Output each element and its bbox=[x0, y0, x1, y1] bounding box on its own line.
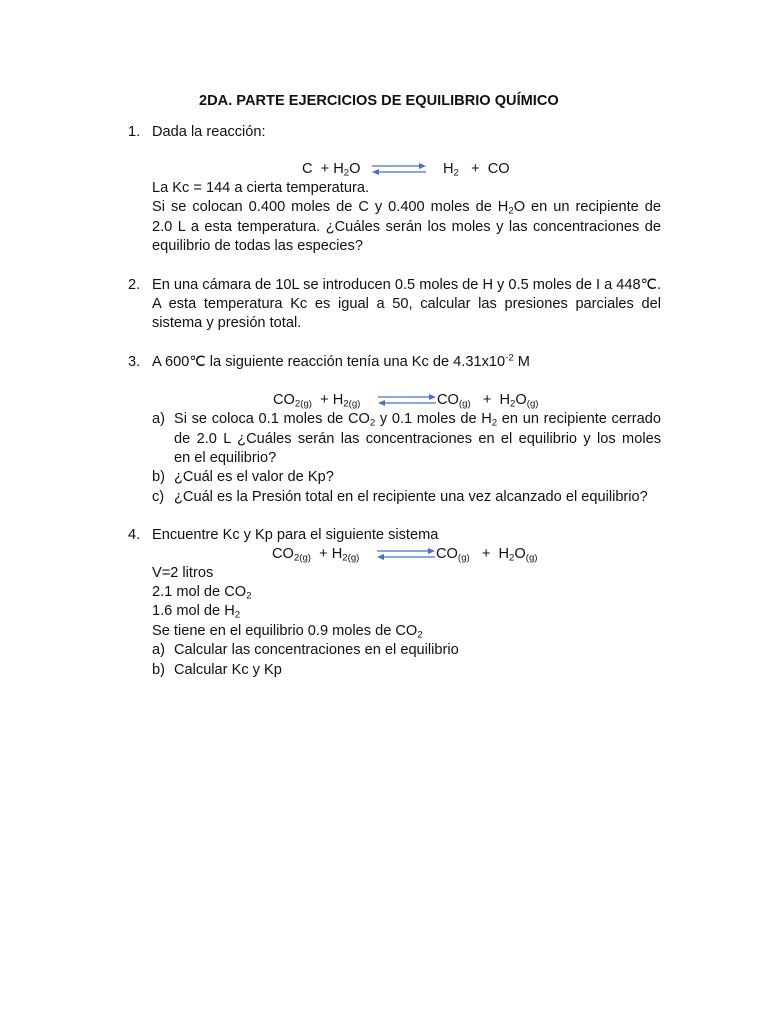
page-title: 2DA. PARTE EJERCICIOS DE EQUILIBRIO QUÍMICO bbox=[199, 93, 559, 109]
problem-4-equation-reactants: $CO_{2(g)} + H_{2(g)}$ bbox=[272, 546, 360, 564]
problem-1-line-1: La Kc = 144 a cierta temperatura. bbox=[152, 180, 370, 196]
problem-1-equation: $C + H_2O$ bbox=[302, 161, 361, 179]
problem-4b-label: b) bbox=[152, 662, 165, 678]
problem-4-line-1: Encuentre Kc y Kp para el siguiente sistema bbox=[152, 527, 439, 543]
equilibrium-arrows-icon bbox=[375, 547, 437, 561]
problem-1-equation-products: $H_2$ + CO bbox=[443, 161, 510, 179]
problem-3c-label: c) bbox=[152, 489, 165, 505]
problem-3b-text: ¿Cuál es el valor de Kp? bbox=[174, 469, 334, 485]
problem-2-number: 2. bbox=[128, 277, 141, 293]
problem-4-equilibrium-line: Se tiene en el equilibrio 0.9 moles de $CO_2$ bbox=[152, 623, 423, 641]
problem-4-number: 4. bbox=[128, 527, 141, 543]
problem-4b-text: Calcular Kc y Kp bbox=[174, 662, 282, 678]
problem-4a-text: Calcular las concentraciones en el equilibrio bbox=[174, 642, 459, 658]
problem-4-co2-moles: 2.1 mol de $CO_2$ bbox=[152, 584, 252, 602]
problem-1-intro: Dada la reacción: bbox=[152, 124, 266, 140]
equilibrium-arrows-icon bbox=[370, 162, 428, 176]
equilibrium-arrows-icon bbox=[376, 393, 438, 407]
problem-4-h2-moles: 1.6 mol de $H_2$ bbox=[152, 603, 241, 621]
problem-4-equation-products: $CO_{(g)}$ + $H_2O_{(g)}$ bbox=[436, 546, 538, 564]
problem-1-line-4: equilibrio de todas las especies? bbox=[152, 238, 363, 254]
problem-3-equation-reactants: $CO_{2(g)} + H_{2(g)}$ bbox=[273, 392, 361, 410]
problem-1-number: 1. bbox=[128, 124, 141, 140]
problem-2-line-2: A esta temperatura Kc es igual a 50, calcular las presiones parciales del bbox=[152, 296, 661, 312]
problem-1-line-3: 2.0 L a esta temperatura. ¿Cuáles serán los moles y las concentraciones de bbox=[152, 219, 661, 235]
problem-3-number: 3. bbox=[128, 354, 141, 370]
problem-2-line-1: En una cámara de 10L se introducen 0.5 moles de H y 0.5 moles de I a 448℃. bbox=[152, 277, 662, 293]
problem-1-line-2: Si se colocan 0.400 moles de C y 0.400 moles de $H_2O$ en un recipiente de bbox=[152, 199, 661, 217]
problem-3c-text: ¿Cuál es la Presión total en el recipiente una vez alcanzado el equilibrio? bbox=[174, 489, 648, 505]
problem-3-line-1: A 600℃ la siguiente reacción tenía una Kc de $4.31x10^{-2}$ M bbox=[152, 352, 530, 370]
problem-4a-label: a) bbox=[152, 642, 165, 658]
problem-3b-label: b) bbox=[152, 469, 165, 485]
problem-4-volume: V=2 litros bbox=[152, 565, 214, 581]
problem-3a-label: a) bbox=[152, 411, 165, 427]
problem-2-line-3: sistema y presión total. bbox=[152, 315, 302, 331]
problem-3a-line-3: en el equilibrio? bbox=[174, 450, 277, 466]
problem-3a-line-1: Si se coloca 0.1 moles de $CO_2$ y 0.1 moles de $H_2$ en un recipiente cerrado bbox=[174, 411, 662, 429]
problem-3-equation-products: $CO_{(g)}$ + $H_2O_{(g)}$ bbox=[437, 392, 539, 410]
problem-3a-line-2: de 2.0 L ¿Cuáles serán las concentraciones en el equilibrio y los moles bbox=[174, 431, 661, 447]
